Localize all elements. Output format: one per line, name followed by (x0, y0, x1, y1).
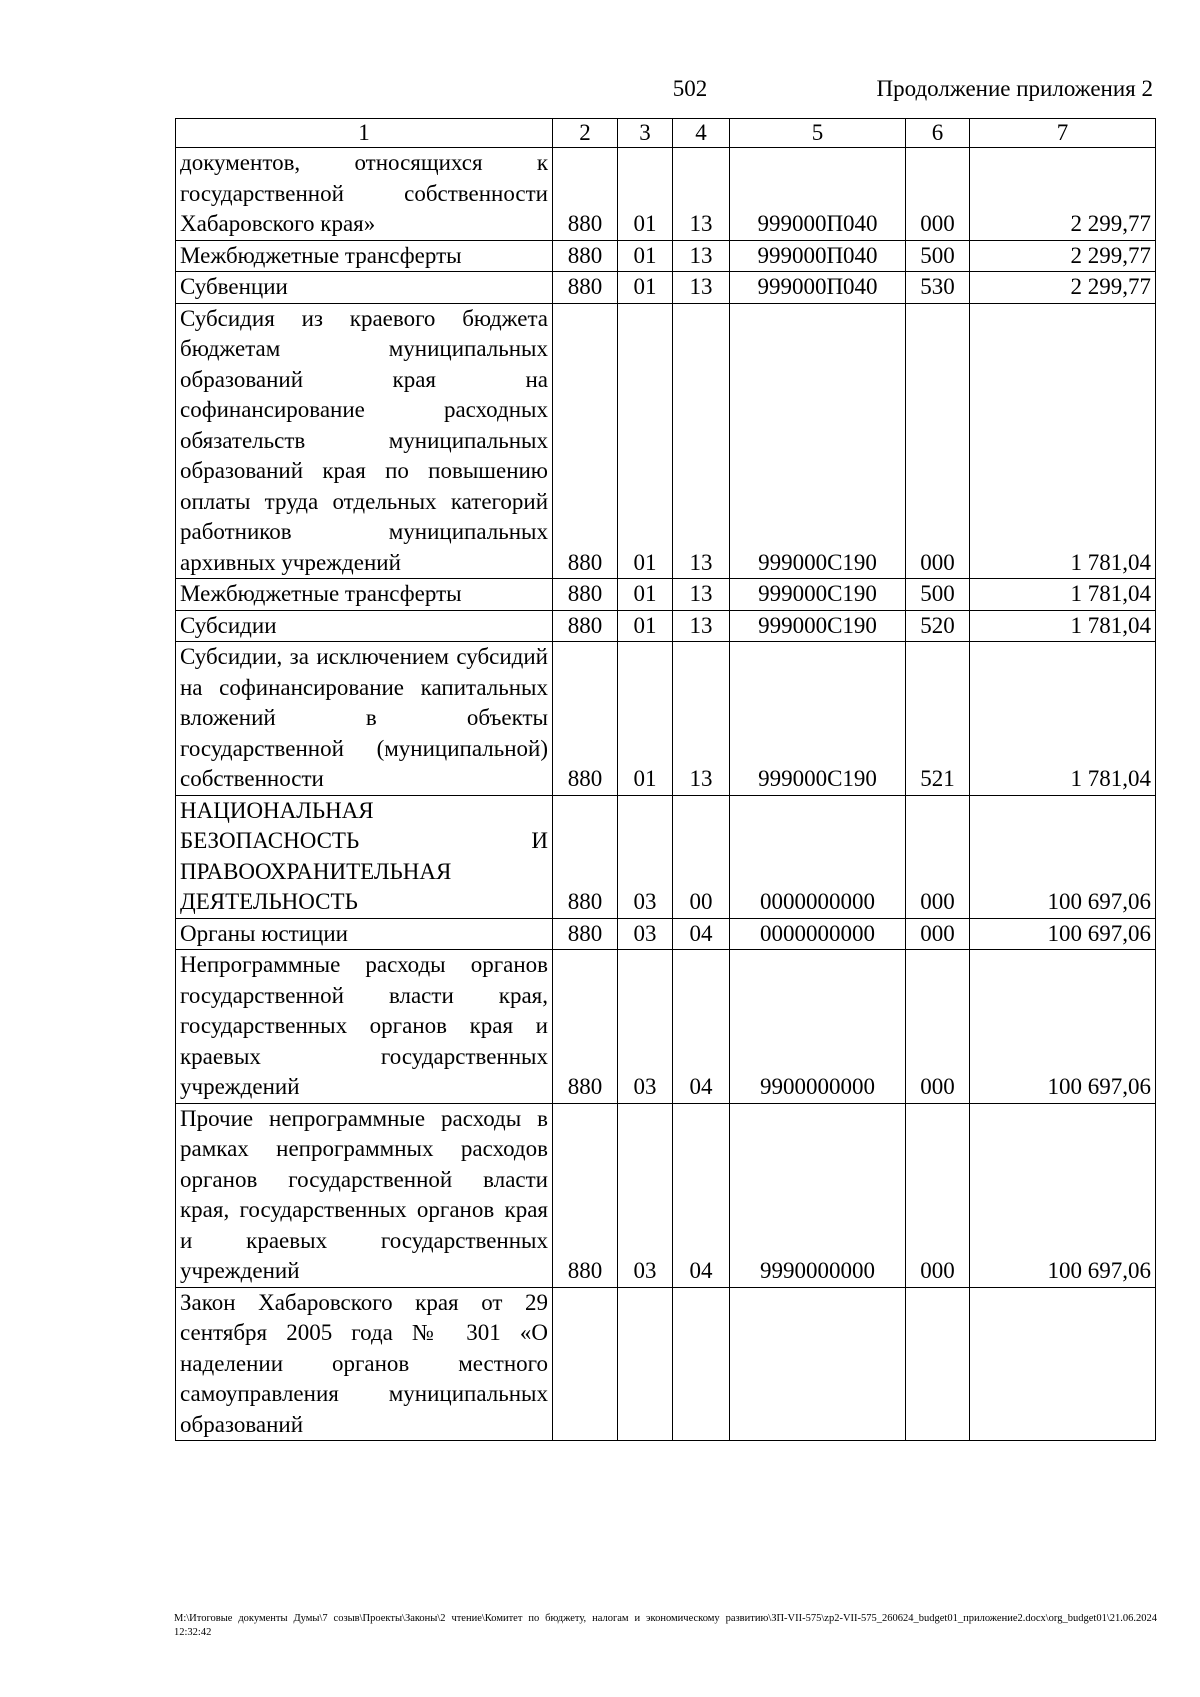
section-code-cell: 01 (618, 579, 673, 611)
subsection-code-cell: 13 (673, 240, 730, 272)
amount-cell: 1 781,04 (970, 579, 1156, 611)
amount-cell: 1 781,04 (970, 642, 1156, 796)
subsection-code-cell: 13 (673, 610, 730, 642)
admin-code-cell: 880 (553, 795, 618, 918)
section-code-cell: 03 (618, 795, 673, 918)
amount-cell: 1 781,04 (970, 303, 1156, 579)
file-path-footer: М:\Итоговые документы Думы\7 созыв\Проекты\Законы\2 чтение\Комитет по бюджету, налогам и экономическому развитию\ЗП-VII-575\zp2-VII-575_260624_budget01_приложение2.docx\org_budget01\21.06.2024 12:32:42 (174, 1613, 1157, 1638)
row-name-cell: Субсидия из краевого бюджета бюджетам муниципальных образований края на софинансирование расходных обязательств муниципальных образований края по повышению оплаты труда отдельных категорий работников муниципальных архивных учреждений (176, 303, 553, 579)
admin-code-cell: 880 (553, 1103, 618, 1287)
expense-type-cell: 500 (906, 579, 970, 611)
amount-cell: 2 299,77 (970, 240, 1156, 272)
subsection-code-cell: 04 (673, 950, 730, 1104)
column-header: 7 (970, 119, 1156, 148)
section-code-cell: 03 (618, 950, 673, 1104)
expense-type-cell: 000 (906, 303, 970, 579)
table-row (176, 610, 1156, 642)
row-name-cell: Субвенции (176, 272, 553, 304)
subsection-code-cell: 04 (673, 918, 730, 950)
amount-cell: 1 781,04 (970, 610, 1156, 642)
expense-type-cell: 530 (906, 272, 970, 304)
section-code-cell: 01 (618, 240, 673, 272)
section-code-cell: 03 (618, 1103, 673, 1287)
section-code-cell: 01 (618, 272, 673, 304)
admin-code-cell: 880 (553, 642, 618, 796)
table-row (176, 1287, 1156, 1441)
target-article-cell: 999000С190 (730, 579, 906, 611)
amount-cell: 2 299,77 (970, 148, 1156, 241)
admin-code-cell: 880 (553, 579, 618, 611)
expense-type-cell: 000 (906, 950, 970, 1104)
amount-cell: 2 299,77 (970, 272, 1156, 304)
row-name-cell: Межбюджетные трансферты (176, 579, 553, 611)
expense-type-cell: 521 (906, 642, 970, 796)
row-name-cell: Непрограммные расходы органов государственной власти края, государственных органов края и краевых государственных учреждений (176, 950, 553, 1104)
expense-type-cell: 000 (906, 1103, 970, 1287)
table-row (176, 950, 1156, 1104)
table-row (176, 303, 1156, 579)
expense-type-cell (906, 1287, 970, 1441)
target-article-cell: 999000П040 (730, 148, 906, 241)
amount-cell (970, 1287, 1156, 1441)
column-header: 4 (673, 119, 730, 148)
subsection-code-cell: 13 (673, 303, 730, 579)
table-row (176, 1103, 1156, 1287)
column-header: 6 (906, 119, 970, 148)
admin-code-cell: 880 (553, 240, 618, 272)
target-article-cell: 999000П040 (730, 272, 906, 304)
table-header-row (176, 119, 1156, 148)
subsection-code-cell: 13 (673, 272, 730, 304)
row-name-cell: НАЦИОНАЛЬНАЯ БЕЗОПАСНОСТЬ И ПРАВООХРАНИТЕЛЬНАЯ ДЕЯТЕЛЬНОСТЬ (176, 795, 553, 918)
target-article-cell: 999000С190 (730, 642, 906, 796)
section-code-cell: 01 (618, 610, 673, 642)
row-name-cell: Межбюджетные трансферты (176, 240, 553, 272)
subsection-code-cell (673, 1287, 730, 1441)
expense-type-cell: 000 (906, 918, 970, 950)
section-code-cell: 01 (618, 642, 673, 796)
subsection-code-cell: 13 (673, 642, 730, 796)
row-name-cell: Закон Хабаровского края от 29 сентября 2005 года № 301 «О наделении органов местного самоуправления муниципальных образований (176, 1287, 553, 1441)
admin-code-cell: 880 (553, 610, 618, 642)
target-article-cell: 999000П040 (730, 240, 906, 272)
amount-cell: 100 697,06 (970, 795, 1156, 918)
subsection-code-cell: 13 (673, 579, 730, 611)
amount-cell: 100 697,06 (970, 1103, 1156, 1287)
amount-cell: 100 697,06 (970, 918, 1156, 950)
amount-cell: 100 697,06 (970, 950, 1156, 1104)
admin-code-cell: 880 (553, 918, 618, 950)
page-number: 502 (672, 76, 708, 101)
target-article-cell: 9900000000 (730, 950, 906, 1104)
row-name-cell: Органы юстиции (176, 918, 553, 950)
subsection-code-cell: 13 (673, 148, 730, 241)
expense-type-cell: 500 (906, 240, 970, 272)
expense-type-cell: 000 (906, 148, 970, 241)
target-article-cell: 9990000000 (730, 1103, 906, 1287)
column-header: 3 (618, 119, 673, 148)
table-row (176, 795, 1156, 918)
subsection-code-cell: 00 (673, 795, 730, 918)
continuation-title: Продолжение приложения 2 (876, 76, 1153, 101)
target-article-cell: 999000С190 (730, 303, 906, 579)
admin-code-cell: 880 (553, 303, 618, 579)
admin-code-cell (553, 1287, 618, 1441)
section-code-cell (618, 1287, 673, 1441)
table-row (176, 148, 1156, 241)
section-code-cell: 01 (618, 303, 673, 579)
row-name-cell: Субсидии (176, 610, 553, 642)
row-name-cell: документов, относящихся к государственной собственности Хабаровского края» (176, 148, 553, 241)
admin-code-cell: 880 (553, 272, 618, 304)
column-header: 2 (553, 119, 618, 148)
column-header: 5 (730, 119, 906, 148)
subsection-code-cell: 04 (673, 1103, 730, 1287)
table-row (176, 642, 1156, 796)
admin-code-cell: 880 (553, 950, 618, 1104)
row-name-cell: Прочие непрограммные расходы в рамках непрограммных расходов органов государственной власти края, государственных органов края и краевых государственных учреждений (176, 1103, 553, 1287)
target-article-cell: 0000000000 (730, 795, 906, 918)
table-row (176, 240, 1156, 272)
admin-code-cell: 880 (553, 148, 618, 241)
table-row (176, 579, 1156, 611)
target-article-cell: 999000С190 (730, 610, 906, 642)
row-name-cell: Субсидии, за исключением субсидий на софинансирование капитальных вложений в объекты государственной (муниципальной) собственности (176, 642, 553, 796)
budget-table (175, 118, 1156, 1441)
target-article-cell: 0000000000 (730, 918, 906, 950)
section-code-cell: 03 (618, 918, 673, 950)
column-header: 1 (176, 119, 553, 148)
expense-type-cell: 520 (906, 610, 970, 642)
expense-type-cell: 000 (906, 795, 970, 918)
table-row (176, 918, 1156, 950)
target-article-cell (730, 1287, 906, 1441)
table-row (176, 272, 1156, 304)
section-code-cell: 01 (618, 148, 673, 241)
